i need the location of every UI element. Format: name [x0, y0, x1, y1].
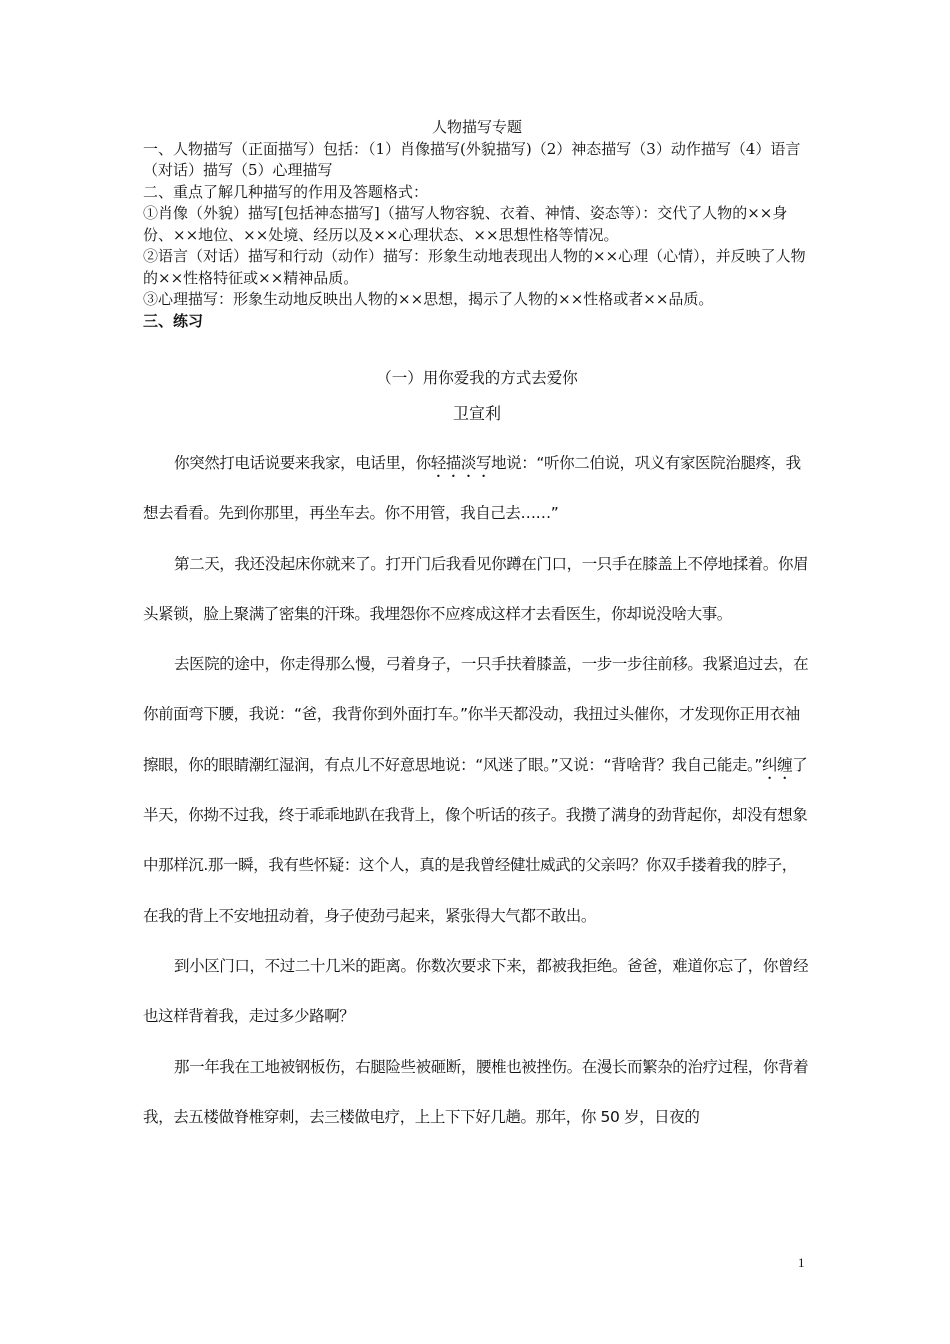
document-title: 人物描写专题 — [431, 118, 522, 136]
story-paragraph: 第二天，我还没起床你就来了。打开门后我看见你蹲在门口，一只手在膝盖上不停地揉着。你眉头紧锁，脸上聚满了密集的汗珠。我埋怨你不应疼成这样才去看医生，你却说没啥大事。 — [143, 554, 809, 623]
story-title: （一）用你爱我的方式去爱你 — [376, 369, 578, 387]
story-body — [143, 438, 811, 1142]
page-number: 1 — [798, 1255, 805, 1270]
emphasized-phrase: 轻描淡写 — [430, 454, 492, 472]
story-paragraph: 你突然打电话说要来我家，电话里，你轻描淡写地说：“听你二伯说，巩义有家医院治腿疼，我想去看看。先到你那里，再坐车去。你不用管，我自己去……” — [143, 454, 801, 523]
story-paragraph: 到小区门口，不过二十几米的距离。你数次要求下来，都被我拒绝。爸爸，难道你忘了，你曾经也这样背着我，走过多少路啊？ — [143, 956, 809, 1026]
story-paragraph: 那一年我在工地被钢板伤，右腿险些被砸断，腰椎也被挫伤。在漫长而繁杂的治疗过程，你背着我，去五楼做脊椎穿刺，去三楼做电疗，上上下下好几趟。那年，你 50 岁，日夜的 — [143, 1057, 809, 1126]
section-one: 一、人物描写（正面描写）包括：（1）肖像描写(外貌描写)（2）神态描写（3）动作描写（4）语言（对话）描写（5）心理描写 — [143, 139, 801, 179]
section-three: 三、练习 — [143, 311, 204, 330]
item-psychology: ③心理描写：形象生动地反映出人物的××思想，揭示了人物的××性格或者××品质。 — [143, 290, 714, 308]
topic-header — [143, 117, 811, 332]
story-author: 卫宣利 — [452, 404, 501, 423]
story-paragraph: 去医院的途中，你走得那么慢，弓着身子，一只手扶着膝盖，一步一步往前移。我紧追过去，在你前面弯下腰，我说：“爸，我背你到外面打车。”你半天都没动，我扭过头催你，才发现你正用衣袖擦眼，你的眼睛潮红湿润，有点儿不好意思地说：“风迷了眼。”又说：“背啥背？我自己能走。”纠缠了半天，你拗不过我，终于乖乖地趴在我背上，像个听话的孩子。我攒了满身的劲背起你，却没有想象中那样沉.那一瞬，我有些怀疑：这个人，真的是我曾经健壮威武的父亲吗？你双手搂着我的脖子，在我的背上不安地扭动着，身子使劲弓起来，紧张得大气都不敢出。 — [143, 655, 809, 925]
item-portrait: ①肖像（外貌）描写[包括神态描写]（描写人物容貌、衣着、神情、姿态等）：交代了人物的××身份、××地位、××处境、经历以及××心理状态、××思想性格等情况。 — [143, 204, 788, 244]
item-language-action: ②语言（对话）描写和行动（动作）描写：形象生动地表现出人物的××心理（心情），并反映了人物的××性格特征或××精神品质。 — [143, 247, 806, 287]
section-two: 二、重点了解几种描写的作用及答题格式： — [143, 182, 429, 201]
emphasized-phrase: 纠缠 — [762, 755, 793, 774]
practice-story — [143, 368, 811, 1142]
